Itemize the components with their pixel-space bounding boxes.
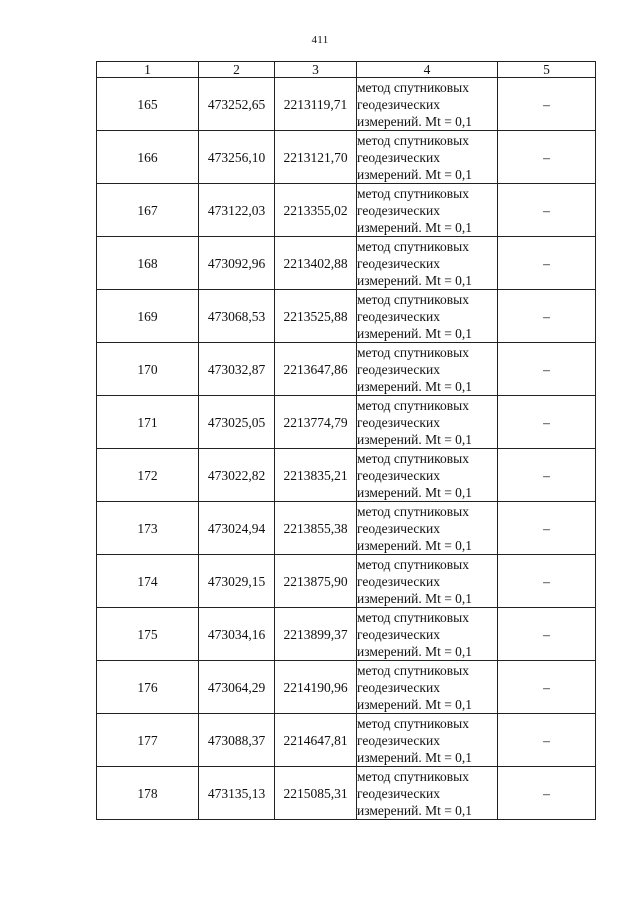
method-line-1: метод спутниковых bbox=[357, 397, 469, 413]
page-number: 411 bbox=[311, 34, 329, 46]
method-line-1: метод спутниковых bbox=[357, 238, 469, 254]
column-5-value: – bbox=[498, 237, 596, 290]
method-line-3: измерений. Mt = 0,1 bbox=[357, 749, 473, 765]
method-line-2: геодезических bbox=[357, 414, 440, 430]
column-5-value: – bbox=[498, 767, 596, 820]
coordinate-y: 2213525,88 bbox=[275, 290, 357, 343]
header-col-3: 3 bbox=[275, 62, 357, 78]
header-col-5: 5 bbox=[498, 62, 596, 78]
method-line-3: измерений. Mt = 0,1 bbox=[357, 431, 473, 447]
table-row bbox=[97, 184, 596, 237]
column-5-value: – bbox=[498, 449, 596, 502]
method-line-1: метод спутниковых bbox=[357, 291, 469, 307]
table-row bbox=[97, 608, 596, 661]
point-number: 174 bbox=[97, 555, 199, 608]
coordinate-x: 473024,94 bbox=[199, 502, 275, 555]
method-line-2: геодезических bbox=[357, 573, 440, 589]
method-description bbox=[357, 78, 498, 131]
header-row bbox=[97, 62, 596, 78]
table-body bbox=[97, 78, 596, 820]
table-row bbox=[97, 449, 596, 502]
method-line-1: метод спутниковых bbox=[357, 768, 469, 784]
point-number: 165 bbox=[97, 78, 199, 131]
coordinate-x: 473029,15 bbox=[199, 555, 275, 608]
coordinate-x: 473032,87 bbox=[199, 343, 275, 396]
method-description bbox=[357, 184, 498, 237]
method-line-3: измерений. Mt = 0,1 bbox=[357, 166, 473, 182]
method-description bbox=[357, 237, 498, 290]
coordinate-y: 2213119,71 bbox=[275, 78, 357, 131]
method-line-2: геодезических bbox=[357, 361, 440, 377]
point-number: 167 bbox=[97, 184, 199, 237]
table-row bbox=[97, 343, 596, 396]
coordinate-x: 473122,03 bbox=[199, 184, 275, 237]
method-description bbox=[357, 449, 498, 502]
method-line-2: геодезических bbox=[357, 732, 440, 748]
header-col-1: 1 bbox=[97, 62, 199, 78]
coordinate-y: 2213647,86 bbox=[275, 343, 357, 396]
method-line-2: геодезических bbox=[357, 467, 440, 483]
table-header bbox=[97, 62, 596, 78]
table-row bbox=[97, 555, 596, 608]
method-line-3: измерений. Mt = 0,1 bbox=[357, 590, 473, 606]
table-row bbox=[97, 714, 596, 767]
table-row bbox=[97, 661, 596, 714]
header-col-4: 4 bbox=[357, 62, 498, 78]
header-col-2: 2 bbox=[199, 62, 275, 78]
method-line-3: измерений. Mt = 0,1 bbox=[357, 484, 473, 500]
method-description bbox=[357, 396, 498, 449]
method-line-2: геодезических bbox=[357, 149, 440, 165]
method-description bbox=[357, 767, 498, 820]
method-description bbox=[357, 290, 498, 343]
coordinate-x: 473088,37 bbox=[199, 714, 275, 767]
coordinate-x: 473022,82 bbox=[199, 449, 275, 502]
method-line-1: метод спутниковых bbox=[357, 662, 469, 678]
coordinate-y: 2213355,02 bbox=[275, 184, 357, 237]
column-5-value: – bbox=[498, 555, 596, 608]
coordinate-x: 473252,65 bbox=[199, 78, 275, 131]
coordinate-x: 473064,29 bbox=[199, 661, 275, 714]
coordinate-y: 2213875,90 bbox=[275, 555, 357, 608]
coordinate-x: 473135,13 bbox=[199, 767, 275, 820]
method-line-1: метод спутниковых bbox=[357, 556, 469, 572]
point-number: 169 bbox=[97, 290, 199, 343]
method-line-1: метод спутниковых bbox=[357, 344, 469, 360]
method-line-3: измерений. Mt = 0,1 bbox=[357, 325, 473, 341]
method-line-1: метод спутниковых bbox=[357, 503, 469, 519]
table-row bbox=[97, 502, 596, 555]
column-5-value: – bbox=[498, 290, 596, 343]
coordinate-y: 2214647,81 bbox=[275, 714, 357, 767]
coordinate-y: 2213899,37 bbox=[275, 608, 357, 661]
coordinate-y: 2214190,96 bbox=[275, 661, 357, 714]
point-number: 172 bbox=[97, 449, 199, 502]
column-5-value: – bbox=[498, 343, 596, 396]
method-description bbox=[357, 661, 498, 714]
point-number: 171 bbox=[97, 396, 199, 449]
table-row bbox=[97, 78, 596, 131]
column-5-value: – bbox=[498, 396, 596, 449]
table-row bbox=[97, 767, 596, 820]
column-5-value: – bbox=[498, 502, 596, 555]
method-line-3: измерений. Mt = 0,1 bbox=[357, 802, 473, 818]
method-line-1: метод спутниковых bbox=[357, 185, 469, 201]
coordinate-x: 473068,53 bbox=[199, 290, 275, 343]
point-number: 177 bbox=[97, 714, 199, 767]
method-line-1: метод спутниковых bbox=[357, 79, 469, 95]
method-description bbox=[357, 343, 498, 396]
column-5-value: – bbox=[498, 78, 596, 131]
method-description bbox=[357, 555, 498, 608]
point-number: 170 bbox=[97, 343, 199, 396]
coordinate-y: 2215085,31 bbox=[275, 767, 357, 820]
method-line-2: геодезических bbox=[357, 202, 440, 218]
coordinate-y: 2213402,88 bbox=[275, 237, 357, 290]
coordinate-x: 473256,10 bbox=[199, 131, 275, 184]
point-number: 168 bbox=[97, 237, 199, 290]
column-5-value: – bbox=[498, 714, 596, 767]
method-line-2: геодезических bbox=[357, 626, 440, 642]
method-line-2: геодезических bbox=[357, 255, 440, 271]
method-line-3: измерений. Mt = 0,1 bbox=[357, 378, 473, 394]
method-line-3: измерений. Mt = 0,1 bbox=[357, 643, 473, 659]
method-line-1: метод спутниковых bbox=[357, 450, 469, 466]
point-number: 178 bbox=[97, 767, 199, 820]
method-line-3: измерений. Mt = 0,1 bbox=[357, 272, 473, 288]
point-number: 175 bbox=[97, 608, 199, 661]
coordinates-table bbox=[96, 61, 596, 820]
coordinate-y: 2213835,21 bbox=[275, 449, 357, 502]
method-description bbox=[357, 502, 498, 555]
method-description bbox=[357, 131, 498, 184]
method-line-1: метод спутниковых bbox=[357, 132, 469, 148]
method-line-1: метод спутниковых bbox=[357, 609, 469, 625]
table-row bbox=[97, 290, 596, 343]
method-description bbox=[357, 714, 498, 767]
coordinate-x: 473034,16 bbox=[199, 608, 275, 661]
table-row bbox=[97, 237, 596, 290]
coordinate-y: 2213774,79 bbox=[275, 396, 357, 449]
method-line-2: геодезических bbox=[357, 96, 440, 112]
method-line-2: геодезических bbox=[357, 679, 440, 695]
table-row bbox=[97, 396, 596, 449]
coordinate-x: 473025,05 bbox=[199, 396, 275, 449]
method-line-3: измерений. Mt = 0,1 bbox=[357, 696, 473, 712]
point-number: 176 bbox=[97, 661, 199, 714]
method-line-2: геодезических bbox=[357, 785, 440, 801]
method-line-3: измерений. Mt = 0,1 bbox=[357, 537, 473, 553]
method-description bbox=[357, 608, 498, 661]
coordinate-x: 473092,96 bbox=[199, 237, 275, 290]
method-line-2: геодезических bbox=[357, 520, 440, 536]
column-5-value: – bbox=[498, 661, 596, 714]
point-number: 166 bbox=[97, 131, 199, 184]
coordinate-y: 2213855,38 bbox=[275, 502, 357, 555]
point-number: 173 bbox=[97, 502, 199, 555]
column-5-value: – bbox=[498, 131, 596, 184]
method-line-2: геодезических bbox=[357, 308, 440, 324]
coordinate-y: 2213121,70 bbox=[275, 131, 357, 184]
method-line-3: измерений. Mt = 0,1 bbox=[357, 113, 473, 129]
column-5-value: – bbox=[498, 184, 596, 237]
method-line-1: метод спутниковых bbox=[357, 715, 469, 731]
column-5-value: – bbox=[498, 608, 596, 661]
method-line-3: измерений. Mt = 0,1 bbox=[357, 219, 473, 235]
table-row bbox=[97, 131, 596, 184]
